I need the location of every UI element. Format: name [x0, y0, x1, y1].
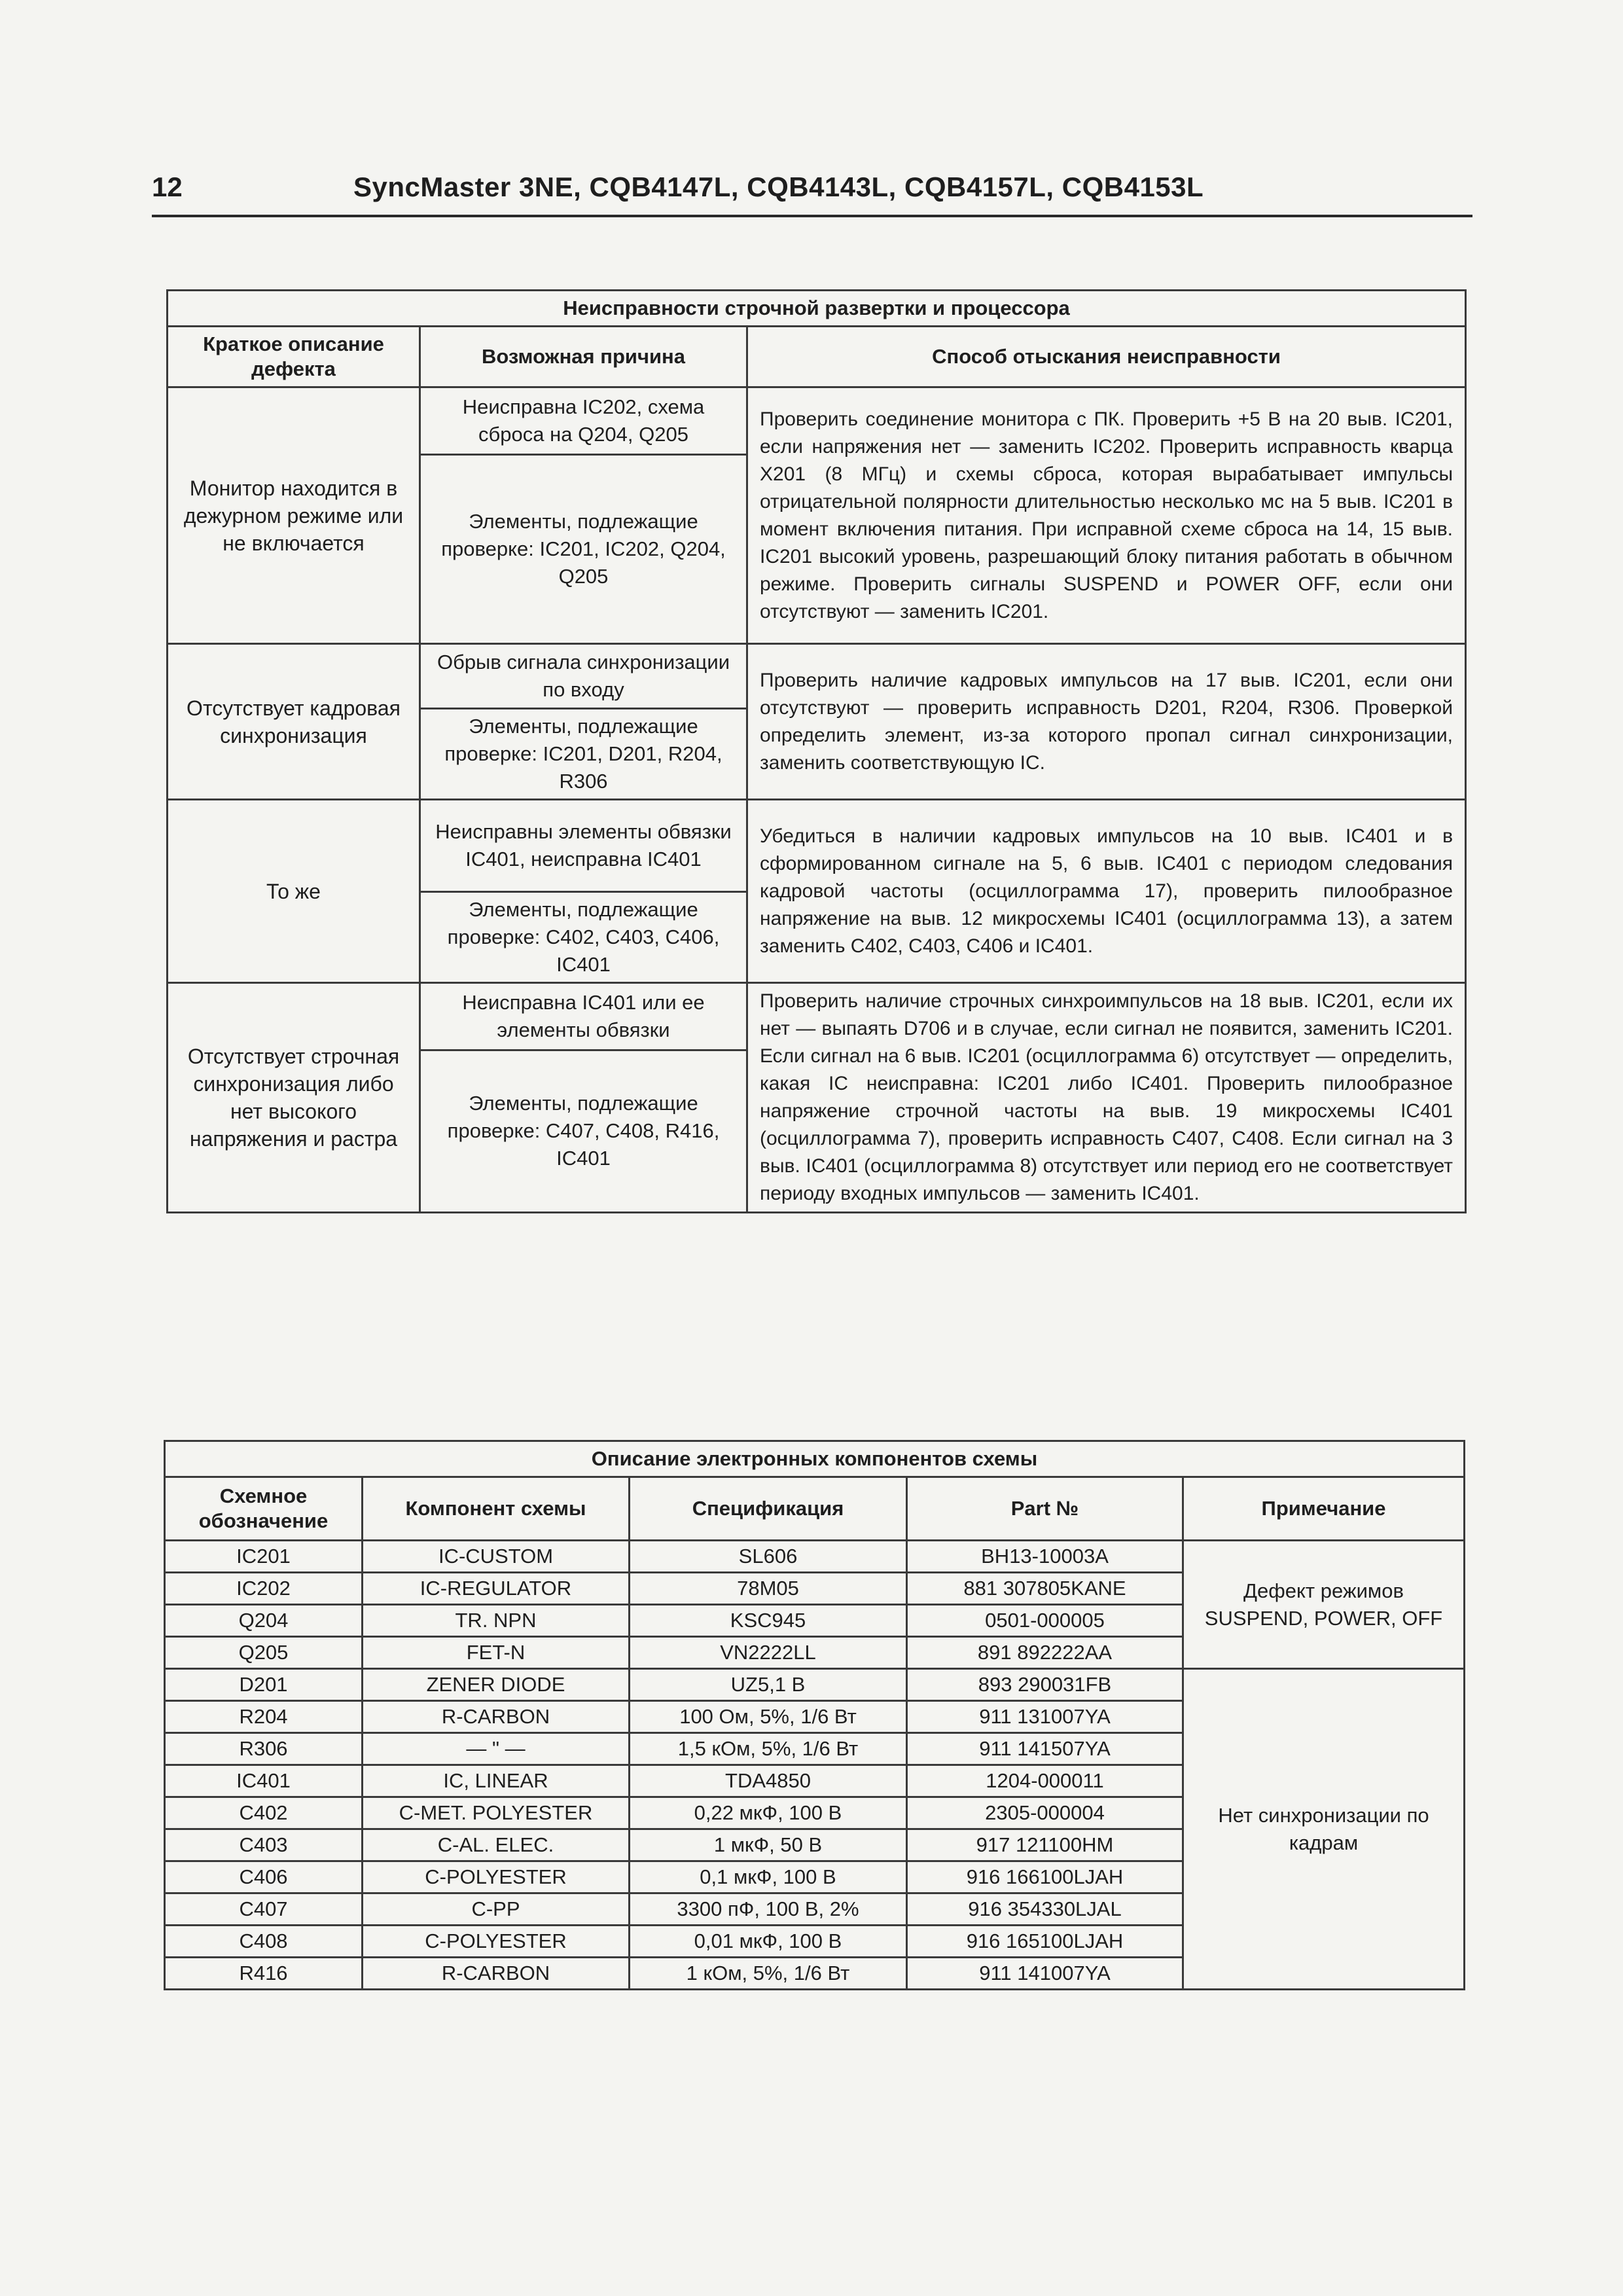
fault-cause: Элементы, подлежащие проверке: IC201, D201, R204, R306	[420, 709, 747, 800]
col-header-part: Part №	[907, 1477, 1183, 1541]
fault-method: Проверить соединение монитора с ПК. Проверить +5 В на 20 выв. IC201, если напряжения нет — заменить IC202. Проверить исправность кварца X201 (8 МГц) и схемы сброса, которая вырабатывает импульсы отрицательной полярности длительностью несколько мс на 5 выв. IC201 в момент включения питания. При исправной схеме сброса на 14, 15 выв. IC201 высокий уровень, разрешающий блоку питания работать в обычном режиме. Проверить сигналы SUSPEND и POWER OFF, если они отсутствуют — заменить IC201.	[747, 387, 1466, 644]
cell-component: C-POLYESTER	[363, 1926, 630, 1958]
fault-cause: Элементы, подлежащие проверке: C402, C403, C406, IC401	[420, 892, 747, 983]
col-header-defect: Краткое описание дефекта	[168, 327, 420, 387]
cell-component: FET-N	[363, 1637, 630, 1669]
cell-designator: R306	[165, 1733, 363, 1765]
cell-part: BH13-10003A	[907, 1541, 1183, 1573]
cell-spec: VN2222LL	[630, 1637, 907, 1669]
faults-table	[166, 289, 1467, 1213]
fault-cause: Неисправна IC401 или ее элементы обвязки	[420, 983, 747, 1050]
cell-part: 916 165100LJAH	[907, 1926, 1183, 1958]
col-header-cause: Возможная причина	[420, 327, 747, 387]
cell-component: R-CARBON	[363, 1958, 630, 1990]
fault-defect: Отсутствует кадровая синхронизация	[168, 644, 420, 800]
cell-spec: 0,1 мкФ, 100 В	[630, 1861, 907, 1893]
components-table-caption: Описание электронных компонентов схемы	[165, 1441, 1465, 1477]
fault-row	[168, 387, 1466, 455]
cell-spec: 78M05	[630, 1573, 907, 1605]
col-header-note: Примечание	[1183, 1477, 1465, 1541]
cell-component: ZENER DIODE	[363, 1669, 630, 1701]
cell-spec: 0,22 мкФ, 100 В	[630, 1797, 907, 1829]
table-row	[165, 1541, 1465, 1573]
cell-component: TR. NPN	[363, 1605, 630, 1637]
cell-part: 891 892222AA	[907, 1637, 1183, 1669]
cell-component: C-PP	[363, 1893, 630, 1926]
fault-cause: Неисправна IC202, схема сброса на Q204, Q205	[420, 387, 747, 455]
fault-row	[168, 800, 1466, 892]
page-title: SyncMaster 3NE, CQB4147L, CQB4143L, CQB4157L, CQB4153L	[353, 171, 1204, 202]
fault-method: Проверить наличие кадровых импульсов на 17 выв. IC201, если они отсутствуют — проверить исправность D201, R204, R306. Проверкой определить элемент, из-за которого пропал сигнал синхронизации, заменить соответствующую IC.	[747, 644, 1466, 800]
fault-method: Убедиться в наличии кадровых импульсов на 10 выв. IC401 и в сформированном сигнале на 5, 6 выв. IC401 с периодом следования кадровой частоты (осциллограмма 17), проверить пилообразное напряжение на выв. 12 микросхемы IC401 (осциллограмма 13), а затем заменить C402, C403, C406 и IC401.	[747, 800, 1466, 983]
cell-part: 1204-000011	[907, 1765, 1183, 1797]
fault-cause: Элементы, подлежащие проверке: C407, C408, R416, IC401	[420, 1050, 747, 1212]
fault-cause: Элементы, подлежащие проверке: IC201, IC202, Q204, Q205	[420, 455, 747, 644]
cell-spec: 0,01 мкФ, 100 В	[630, 1926, 907, 1958]
page-number: 12	[152, 171, 183, 202]
cell-designator: D201	[165, 1669, 363, 1701]
cell-designator: IC202	[165, 1573, 363, 1605]
fault-method: Проверить наличие строчных синхроимпульсов на 18 выв. IC201, если их нет — выпаять D706 и в случае, если сигнал не появится, заменить IC201. Если сигнал на 6 выв. IC201 (осциллограмма 6) отсутствует — определить, какая IC неисправна: IC201 либо IC401. Проверить пилообразное напряжение строчной частоты на выв. 19 микросхемы IC401 (осциллограмма 7), проверить исправность C407, C408. Если сигнал на 3 выв. IC401 (осциллограмма 8) отсутствует или период его не соответствует периоду входных импульсов — заменить IC401.	[747, 983, 1466, 1213]
cell-spec: TDA4850	[630, 1765, 907, 1797]
cell-spec: 1,5 кОм, 5%, 1/6 Вт	[630, 1733, 907, 1765]
cell-designator: IC401	[165, 1765, 363, 1797]
cell-note: Дефект режимов SUSPEND, POWER, OFF	[1183, 1541, 1465, 1669]
cell-spec: UZ5,1 B	[630, 1669, 907, 1701]
cell-part: 2305-000004	[907, 1797, 1183, 1829]
cell-component: C-AL. ELEC.	[363, 1829, 630, 1861]
faults-table-caption: Неисправности строчной развертки и процессора	[168, 291, 1466, 327]
cell-spec: SL606	[630, 1541, 907, 1573]
col-header-component: Компонент схемы	[363, 1477, 630, 1541]
fault-cause: Неисправны элементы обвязки IC401, неисправна IC401	[420, 800, 747, 892]
fault-cause: Обрыв сигнала синхронизации по входу	[420, 644, 747, 709]
cell-spec: 100 Ом, 5%, 1/6 Вт	[630, 1701, 907, 1733]
components-table	[164, 1440, 1465, 1990]
cell-component: C-POLYESTER	[363, 1861, 630, 1893]
cell-part: 911 131007YA	[907, 1701, 1183, 1733]
cell-component: IC, LINEAR	[363, 1765, 630, 1797]
cell-designator: C408	[165, 1926, 363, 1958]
cell-part: 881 307805KANE	[907, 1573, 1183, 1605]
cell-spec: 3300 пФ, 100 В, 2%	[630, 1893, 907, 1926]
cell-designator: IC201	[165, 1541, 363, 1573]
cell-part: 911 141507YA	[907, 1733, 1183, 1765]
fault-row	[168, 983, 1466, 1050]
col-header-spec: Спецификация	[630, 1477, 907, 1541]
cell-spec: 1 мкФ, 50 В	[630, 1829, 907, 1861]
cell-designator: C403	[165, 1829, 363, 1861]
cell-designator: Q204	[165, 1605, 363, 1637]
cell-designator: C402	[165, 1797, 363, 1829]
cell-part: 0501-000005	[907, 1605, 1183, 1637]
fault-row	[168, 644, 1466, 709]
cell-designator: Q205	[165, 1637, 363, 1669]
col-header-designator: Схемное обозначение	[165, 1477, 363, 1541]
cell-component: C-MET. POLYESTER	[363, 1797, 630, 1829]
table-row	[165, 1669, 1465, 1701]
cell-part: 911 141007YA	[907, 1958, 1183, 1990]
fault-defect: Монитор находится в дежурном режиме или не включается	[168, 387, 420, 644]
page-header	[152, 162, 1472, 217]
col-header-method: Способ отыскания неисправности	[747, 327, 1466, 387]
cell-spec: 1 кОм, 5%, 1/6 Вт	[630, 1958, 907, 1990]
cell-part: 893 290031FB	[907, 1669, 1183, 1701]
fault-defect: Отсутствует строчная синхронизация либо нет высокого напряжения и растра	[168, 983, 420, 1213]
cell-spec: KSC945	[630, 1605, 907, 1637]
cell-component: IC-REGULATOR	[363, 1573, 630, 1605]
fault-defect: То же	[168, 800, 420, 983]
cell-designator: C406	[165, 1861, 363, 1893]
cell-component: — " —	[363, 1733, 630, 1765]
cell-note: Нет синхронизации по кадрам	[1183, 1669, 1465, 1990]
cell-part: 916 166100LJAH	[907, 1861, 1183, 1893]
cell-part: 916 354330LJAL	[907, 1893, 1183, 1926]
cell-designator: C407	[165, 1893, 363, 1926]
cell-component: IC-CUSTOM	[363, 1541, 630, 1573]
cell-component: R-CARBON	[363, 1701, 630, 1733]
cell-designator: R416	[165, 1958, 363, 1990]
cell-part: 917 121100HM	[907, 1829, 1183, 1861]
cell-designator: R204	[165, 1701, 363, 1733]
